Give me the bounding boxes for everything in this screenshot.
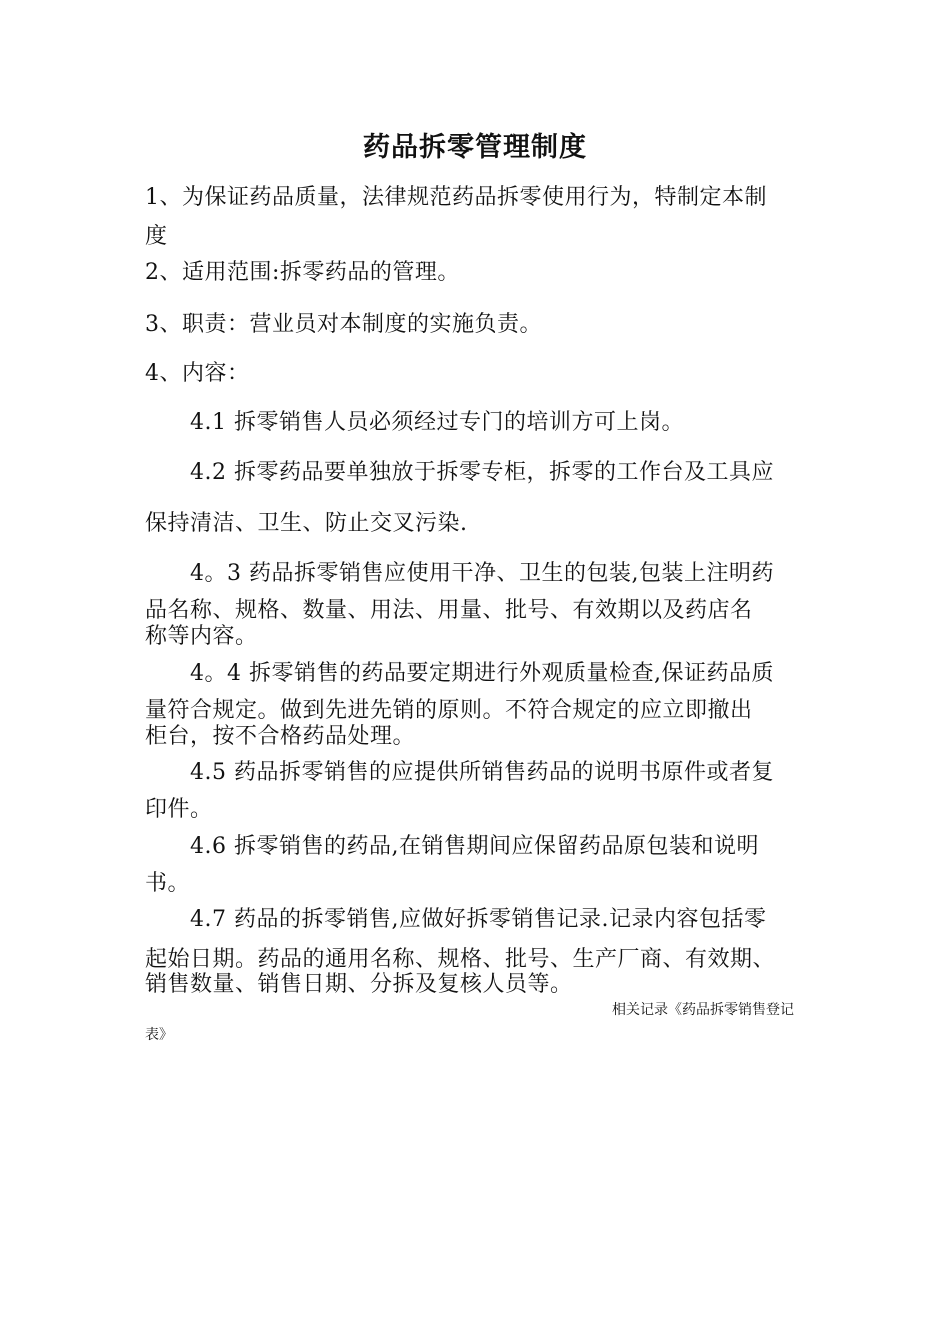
clause-4-2-line-2: 保持清洁、卫生、防止交叉污染.	[145, 511, 468, 536]
clause-4-4-line-1: 4。4 拆零销售的药品要定期进行外观质量检查,保证药品质	[190, 661, 774, 686]
related-record-line-2: 表》	[145, 1027, 173, 1043]
clause-4-3-line-2: 品名称、规格、数量、用法、用量、批号、有效期以及药店名	[145, 598, 753, 623]
clause-1-line-1: 1、为保证药品质量，法律规范药品拆零使用行为，特制定本制	[145, 185, 767, 210]
clause-4-7-line-2: 起始日期。药品的通用名称、规格、批号、生产厂商、有效期、	[145, 947, 776, 972]
clause-4-7-line-3: 销售数量、销售日期、分拆及复核人员等。	[145, 972, 573, 997]
clause-4-heading: 4、内容：	[145, 361, 250, 386]
related-record-line-1: 相关记录《药品拆零销售登记	[612, 1002, 794, 1018]
clause-4-6-line-2: 书。	[145, 871, 191, 896]
clause-4-5-line-2: 印件。	[145, 797, 213, 822]
document-title: 药品拆零管理制度	[363, 132, 587, 163]
clause-4-2-line-1: 4.2 拆零药品要单独放于拆零专柜，拆零的工作台及工具应	[190, 460, 774, 485]
clause-2: 2、适用范围:拆零药品的管理。	[145, 260, 460, 285]
clause-4-5-line-1: 4.5 药品拆零销售的应提供所销售药品的说明书原件或者复	[190, 760, 774, 785]
clause-3: 3、职责：营业员对本制度的实施负责。	[145, 312, 542, 337]
clause-1-line-2: 度	[145, 224, 168, 249]
clause-4-7-line-1: 4.7 药品的拆零销售,应做好拆零销售记录.记录内容包括零	[190, 907, 767, 932]
clause-4-1: 4.1 拆零销售人员必须经过专门的培训方可上岗。	[190, 410, 684, 435]
clause-4-3-line-1: 4。3 药品拆零销售应使用干净、卫生的包装,包装上注明药	[190, 561, 774, 586]
clause-4-6-line-1: 4.6 拆零销售的药品,在销售期间应保留药品原包装和说明	[190, 834, 759, 859]
clause-4-3-line-3: 称等内容。	[145, 624, 258, 649]
clause-4-4-line-3: 柜台，按不合格药品处理。	[145, 724, 416, 749]
clause-4-4-line-2: 量符合规定。做到先进先销的原则。不符合规定的应立即撤出	[145, 698, 753, 723]
